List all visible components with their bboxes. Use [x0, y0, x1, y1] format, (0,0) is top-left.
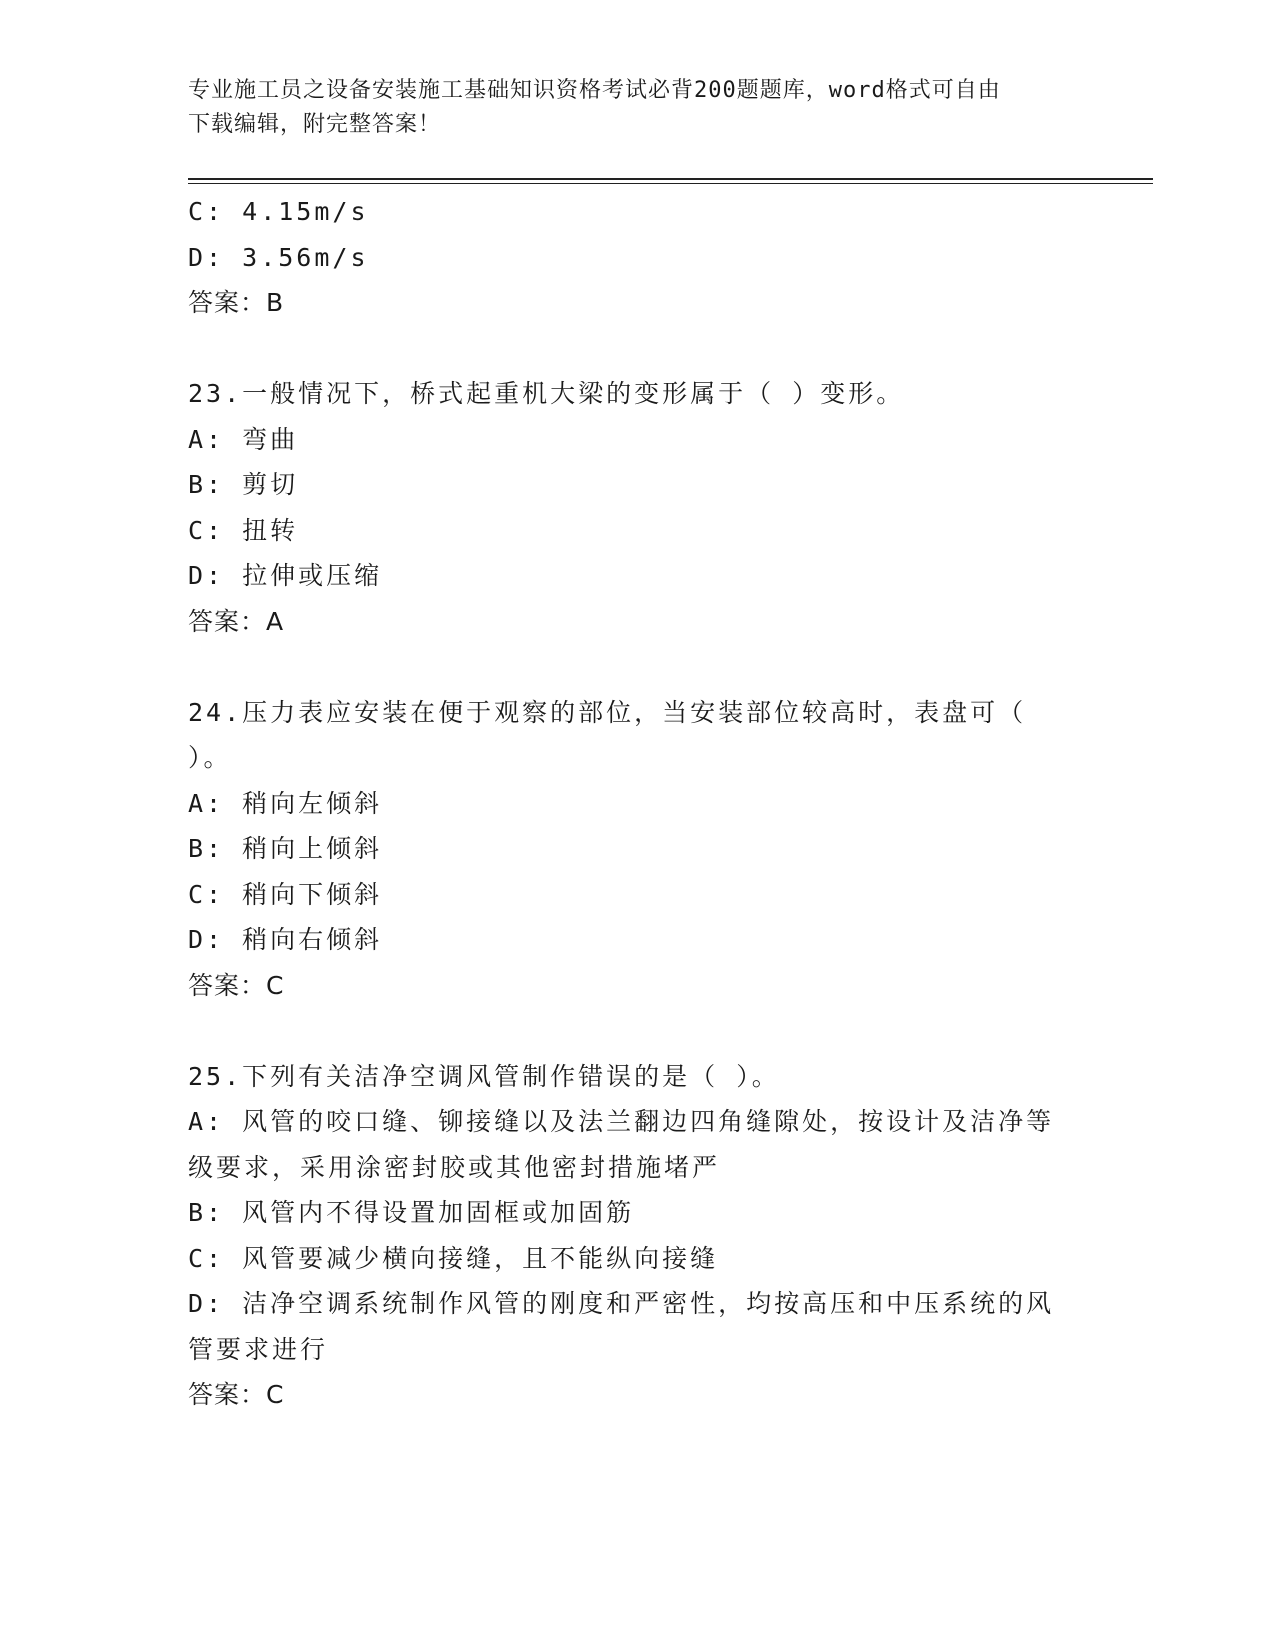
header-divider-thin	[188, 183, 1153, 184]
question-23	[188, 371, 1088, 644]
option-d: D: 拉伸或压缩	[188, 561, 383, 590]
question-24	[188, 690, 1088, 1009]
option-d-line-1: D: 洁净空调系统制作风管的刚度和严密性，均按高压和中压系统的风	[188, 1289, 1055, 1318]
question-25	[188, 1054, 1088, 1418]
question-text: 23.一般情况下，桥式起重机大梁的变形属于（ ）变形。	[188, 379, 905, 408]
header-line-1: 专业施工员之设备安装施工基础知识资格考试必背200题题库，word格式可自由	[188, 78, 1001, 103]
option-a-line-2: 级要求，采用涂密封胶或其他密封措施堵严	[188, 1152, 721, 1182]
document-body	[188, 189, 1088, 1418]
spacer	[188, 326, 1088, 372]
option-a: A: 稍向左倾斜	[188, 788, 383, 818]
option-d: D: 3.56m/s	[188, 242, 369, 272]
spacer	[188, 1008, 1088, 1054]
option-a: A: 弯曲	[188, 424, 299, 454]
spacer	[188, 644, 1088, 690]
question-text: 25.下列有关洁净空调风管制作错误的是（ ）。	[188, 1061, 780, 1091]
option-c: C: 4.15m/s	[188, 197, 369, 226]
option-c: C: 风管要减少横向接缝，且不能纵向接缝	[188, 1243, 719, 1273]
option-b: B: 稍向上倾斜	[188, 834, 383, 863]
option-c: C: 扭转	[188, 515, 299, 545]
header-line-2: 下载编辑，附完整答案！	[188, 112, 442, 137]
page-header	[188, 74, 1088, 142]
answer: 答案：C	[188, 970, 285, 1000]
answer: 答案：B	[188, 288, 285, 317]
question-text-line-1: 24.压力表应安装在便于观察的部位，当安装部位较高时，表盘可（	[188, 697, 1027, 727]
option-b: B: 风管内不得设置加固框或加固筋	[188, 1198, 635, 1227]
option-c: C: 稍向下倾斜	[188, 879, 383, 909]
option-d-line-2: 管要求进行	[188, 1334, 329, 1364]
answer: 答案：A	[188, 606, 285, 636]
answer: 答案：C	[188, 1380, 285, 1409]
option-a-line-1: A: 风管的咬口缝、铆接缝以及法兰翻边四角缝隙处，按设计及洁净等	[188, 1107, 1055, 1136]
option-d: D: 稍向右倾斜	[188, 925, 383, 954]
question-22-tail	[188, 189, 1088, 326]
question-text-line-2: ）。	[188, 743, 232, 772]
option-b: B: 剪切	[188, 470, 299, 499]
header-divider-thick	[188, 178, 1153, 180]
